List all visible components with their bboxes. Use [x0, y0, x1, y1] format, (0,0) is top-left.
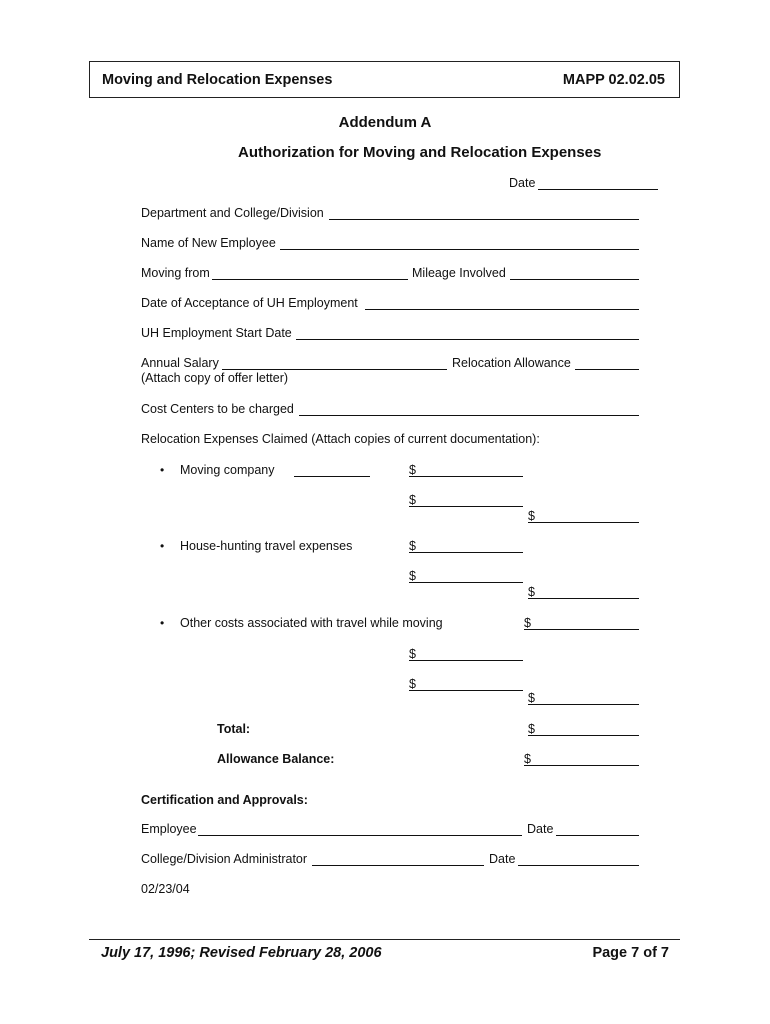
- start-date-field[interactable]: [296, 339, 639, 340]
- footer-date: July 17, 1996; Revised February 28, 2006: [101, 945, 382, 961]
- house-hunting-amount-1[interactable]: [409, 552, 523, 553]
- page-number: Page 7 of 7: [592, 945, 669, 961]
- department-label: Department and College/Division: [141, 206, 324, 220]
- dollar-sign: $: [524, 616, 531, 630]
- dollar-sign: $: [409, 493, 416, 507]
- mileage-label: Mileage Involved: [412, 266, 506, 280]
- new-employee-label: Name of New Employee: [141, 236, 276, 250]
- administrator-date-field[interactable]: [518, 865, 639, 866]
- header-code: MAPP 02.02.05: [562, 72, 665, 88]
- new-employee-field[interactable]: [280, 249, 639, 250]
- moving-from-field[interactable]: [212, 279, 408, 280]
- employee-signature-field[interactable]: [198, 835, 522, 836]
- date-field[interactable]: [538, 189, 658, 190]
- dollar-sign: $: [528, 509, 535, 523]
- other-costs-amount-2[interactable]: [409, 690, 523, 691]
- dollar-sign: $: [409, 539, 416, 553]
- bullet-icon: •: [160, 539, 165, 553]
- moving-company-amount-1[interactable]: [409, 476, 523, 477]
- dollar-sign: $: [409, 463, 416, 477]
- department-field[interactable]: [329, 219, 639, 220]
- other-costs-amount-1[interactable]: [409, 660, 523, 661]
- allowance-balance-field[interactable]: [524, 765, 639, 766]
- relocation-allowance-field[interactable]: [575, 369, 639, 370]
- dollar-sign: $: [528, 585, 535, 599]
- employee-date-field[interactable]: [556, 835, 639, 836]
- other-costs-label: Other costs associated with travel while moving: [180, 616, 443, 630]
- form-title: Authorization for Moving and Relocation Expenses: [238, 144, 602, 161]
- allowance-balance-label: Allowance Balance:: [217, 752, 335, 766]
- moving-company-subtotal[interactable]: [528, 522, 639, 523]
- other-costs-amount-top[interactable]: [524, 629, 639, 630]
- header-box: [89, 61, 680, 98]
- dollar-sign: $: [409, 647, 416, 661]
- expenses-claimed-label: Relocation Expenses Claimed (Attach copies of current documentation):: [141, 432, 540, 446]
- moving-company-label: Moving company: [180, 463, 275, 477]
- total-label: Total:: [217, 722, 251, 736]
- dollar-sign: $: [409, 569, 416, 583]
- cost-centers-label: Cost Centers to be charged: [141, 402, 294, 416]
- other-costs-subtotal[interactable]: [528, 704, 639, 705]
- dollar-sign: $: [524, 752, 531, 766]
- moving-from-label: Moving from: [141, 266, 210, 280]
- start-date-label: UH Employment Start Date: [141, 326, 292, 340]
- relocation-allowance-label: Relocation Allowance: [452, 356, 571, 370]
- house-hunting-label: House-hunting travel expenses: [180, 539, 353, 553]
- house-hunting-amount-2[interactable]: [409, 582, 523, 583]
- annual-salary-label: Annual Salary: [141, 356, 219, 370]
- administrator-date-label: Date: [489, 852, 516, 866]
- moving-company-amount-2[interactable]: [409, 506, 523, 507]
- bullet-icon: •: [160, 463, 165, 477]
- dollar-sign: $: [409, 677, 416, 691]
- employee-date-label: Date: [527, 822, 554, 836]
- employee-label: Employee: [141, 822, 197, 836]
- header-title: Moving and Relocation Expenses: [102, 72, 333, 88]
- annual-salary-field[interactable]: [222, 369, 447, 370]
- date-label: Date: [509, 176, 536, 190]
- certification-heading: Certification and Approvals:: [141, 793, 308, 807]
- footer-rule: [89, 939, 680, 940]
- administrator-label: College/Division Administrator: [141, 852, 308, 866]
- acceptance-date-field[interactable]: [365, 309, 639, 310]
- mileage-field[interactable]: [510, 279, 639, 280]
- addendum-title: Addendum A: [338, 114, 432, 131]
- dollar-sign: $: [528, 722, 535, 736]
- bullet-icon: •: [160, 616, 165, 630]
- acceptance-date-label: Date of Acceptance of UH Employment: [141, 296, 358, 310]
- form-date: 02/23/04: [141, 882, 190, 896]
- total-field[interactable]: [528, 735, 639, 736]
- cost-centers-field[interactable]: [299, 415, 639, 416]
- attach-offer-note: (Attach copy of offer letter): [141, 371, 289, 385]
- dollar-sign: $: [528, 691, 535, 705]
- house-hunting-subtotal[interactable]: [528, 598, 639, 599]
- administrator-signature-field[interactable]: [312, 865, 484, 866]
- moving-company-name-field[interactable]: [294, 476, 370, 477]
